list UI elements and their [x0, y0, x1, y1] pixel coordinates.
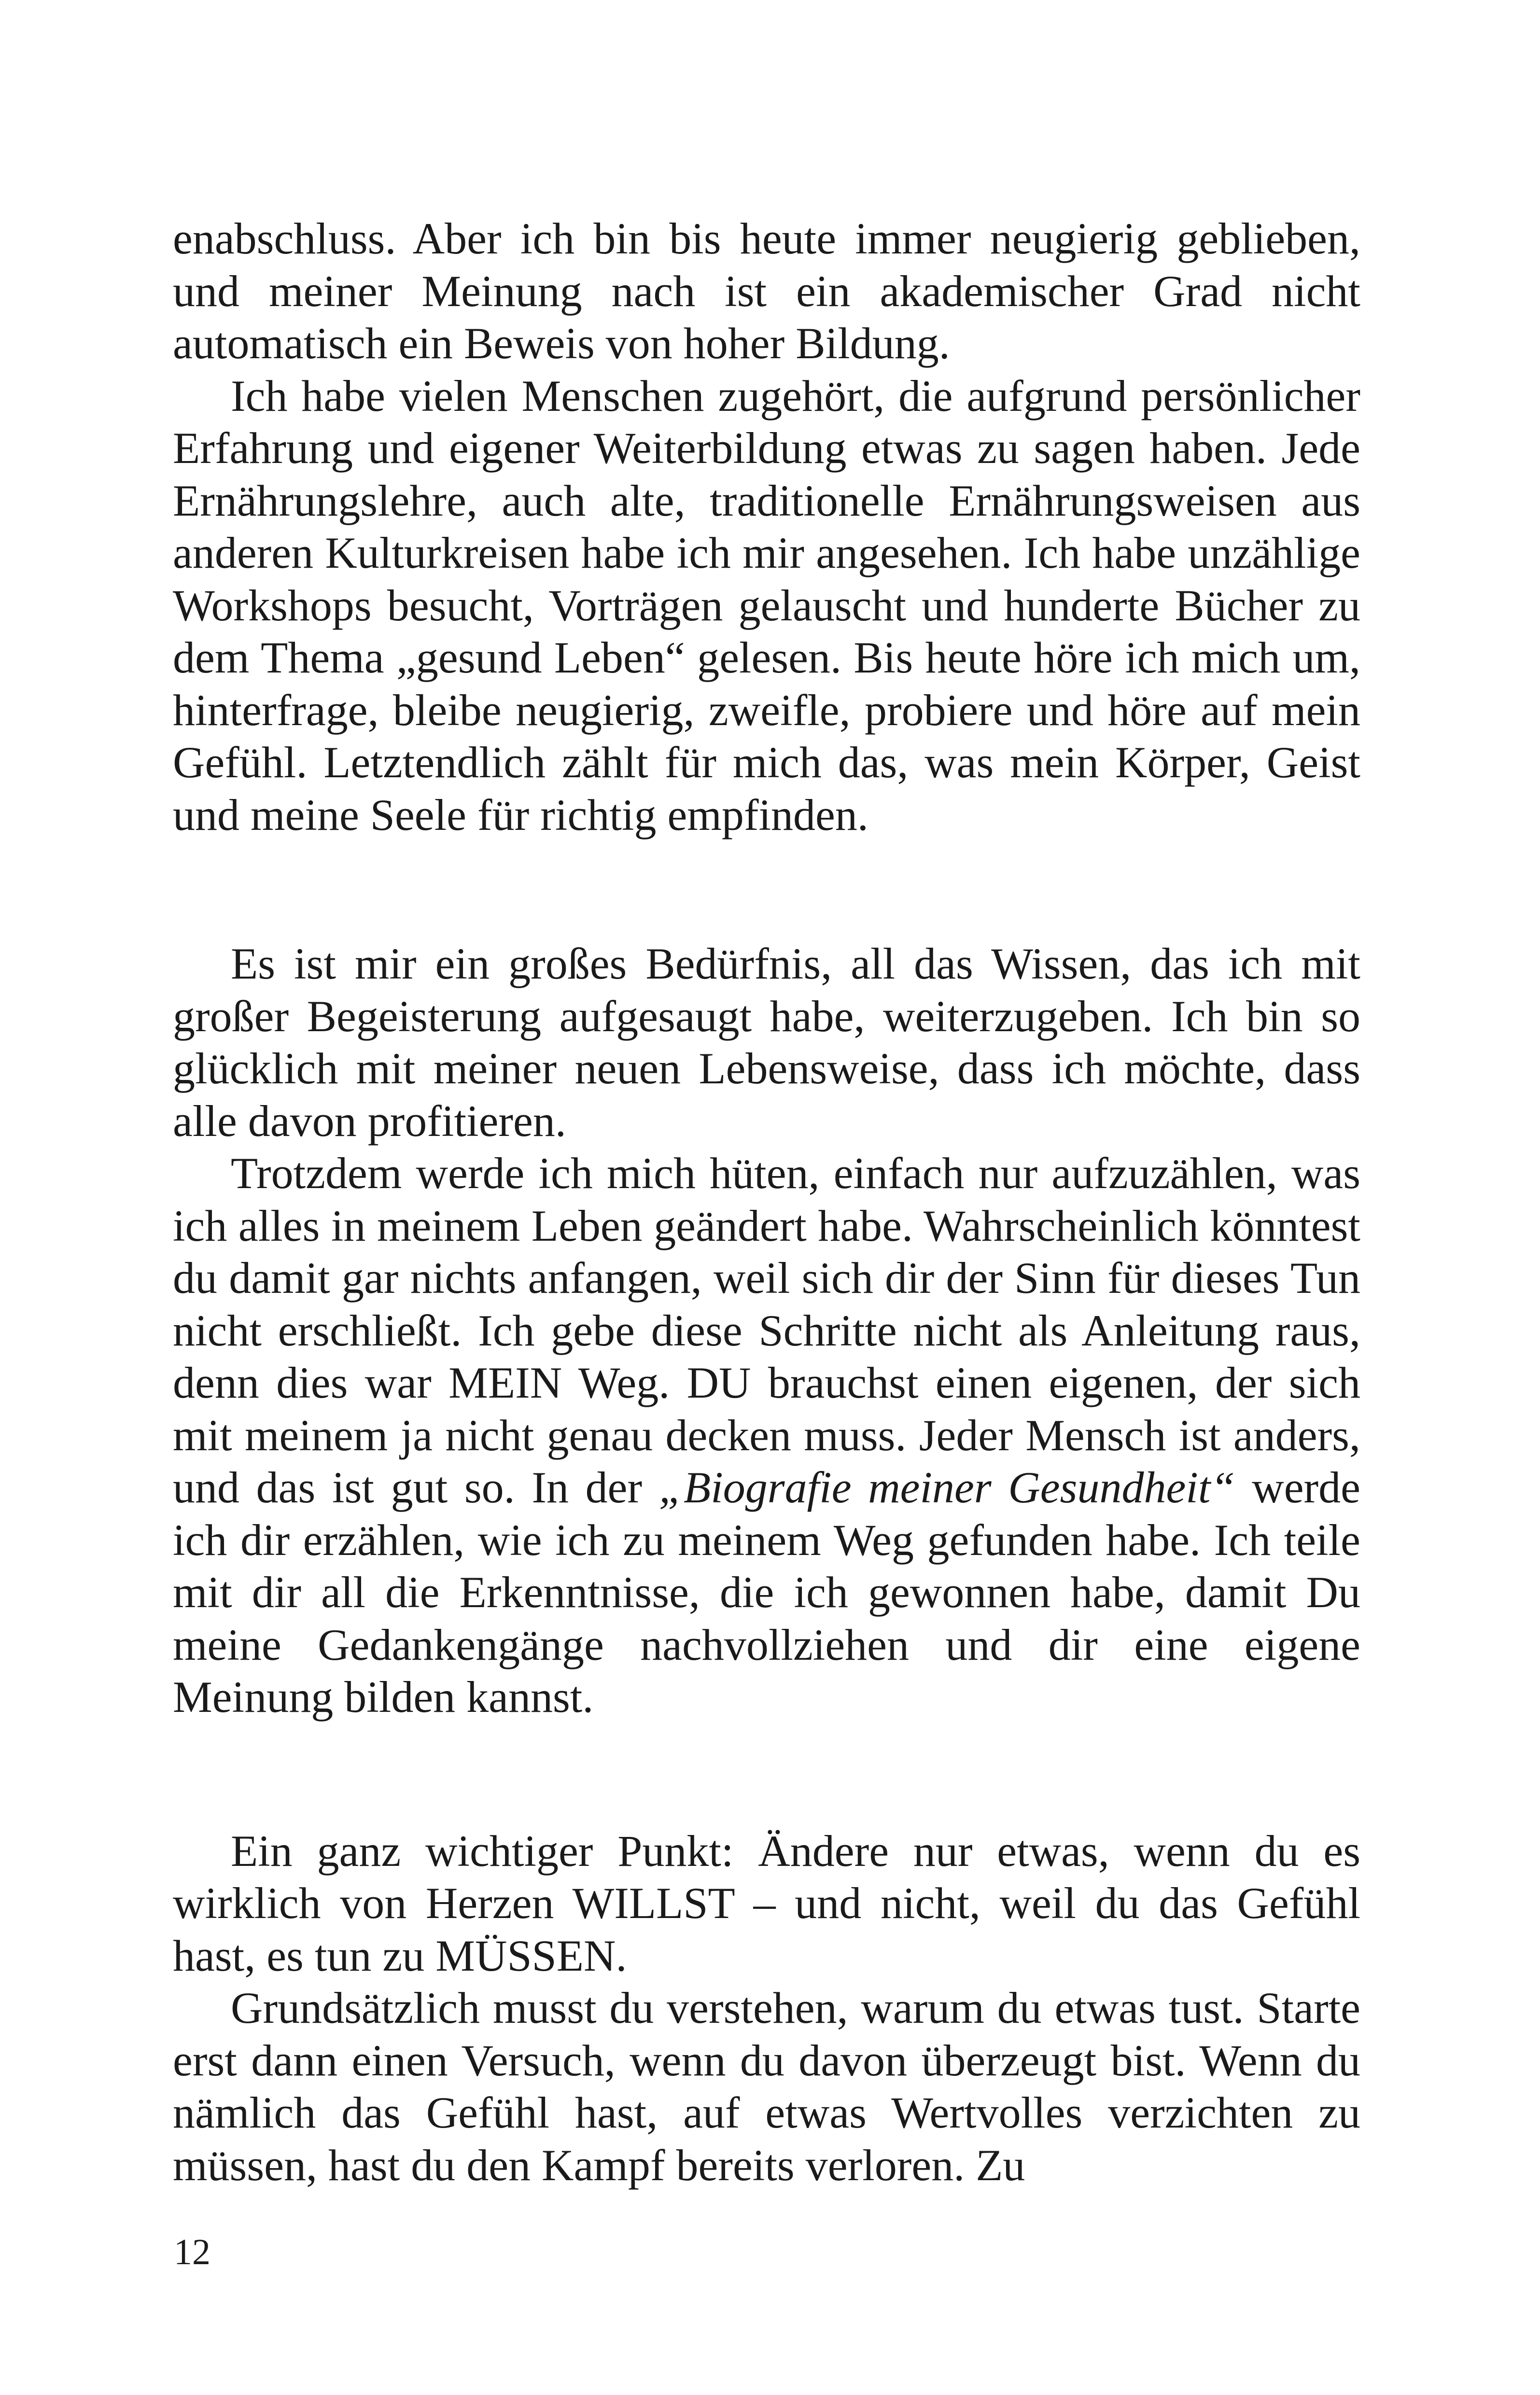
- body-text: [173, 212, 1360, 2191]
- paragraph-4: [173, 1147, 1360, 1723]
- paragraph-5: Ein ganz wichtiger Punkt: Ändere nur etwas, wenn du es wirklich von Herzen WILLST – und nicht, weil du das Gefühl hast, es tun zu MÜSSEN.: [173, 1826, 1360, 1980]
- paragraph-3: Es ist mir ein großes Bedürfnis, all das Wissen, das ich mit großer Begeisterung aufgesaugt habe, weiterzugeben. Ich bin so glücklich mit meiner neuen Lebensweise, dass ich möchte, dass alle davon profitieren.: [173, 939, 1360, 1146]
- paragraph-4-text-before: Trotzdem werde ich mich hüten, einfach nur aufzuzählen, was ich alles in meinem Leben geändert habe. Wahrscheinlich könntest du damit gar nichts anfangen, weil sich dir der Sinn für dieses Tun nicht erschließt. Ich gebe diese Schritte nicht als Anleitung raus, denn dies war MEIN Weg. DU brauchst einen eigenen, der sich mit meinem ja nicht genau decken muss. Jeder Mensch ist anders, und das ist gut so. In der: [173, 1148, 1360, 1512]
- paragraph-gap: [173, 841, 1360, 938]
- paragraph-6: Grundsätzlich musst du verstehen, warum du etwas tust. Starte erst dann einen Versuch, wenn du davon überzeugt bist. Wenn du nämlich das Gefühl hast, auf etwas Wertvolles verzichten zu müssen, hast du den Kampf bereits verloren. Zu: [173, 1983, 1360, 2190]
- paragraph-4-text-after: werde ich dir erzählen, wie ich zu meinem Weg gefunden habe. Ich teile mit dir all die Erkenntnisse, die ich gewonnen habe, damit Du meine Gedankengänge nachvollziehen und dir eine eigene Meinung bilden kannst.: [173, 1463, 1361, 1722]
- paragraph-1: enabschluss. Aber ich bin bis heute immer neugierig geblieben, und meiner Meinung nach ist ein akademischer Grad nicht automatisch ein Beweis von hoher Bildung.: [173, 214, 1360, 368]
- paragraph-2: Ich habe vielen Menschen zugehört, die aufgrund persönlicher Erfahrung und eigener Weiterbildung etwas zu sagen haben. Jede Ernährungslehre, auch alte, traditionelle Ernährungsweisen aus anderen Kulturkreisen habe ich mir angesehen. Ich habe unzählige Workshops besucht, Vorträgen gelauscht und hunderte Bücher zu dem Thema „gesund Leben“ gelesen. Bis heute höre ich mich um, hinterfrage, bleibe neugierig, zweifle, probiere und höre auf mein Gefühl. Letztendlich zählt für mich das, was mein Körper, Geist und meine Seele für richtig empfinden.: [173, 371, 1360, 840]
- paragraph-gap: [173, 1723, 1360, 1825]
- page-number: 12: [174, 2232, 210, 2272]
- book-title-italic: „Biografie meiner Gesundheit“: [658, 1463, 1235, 1512]
